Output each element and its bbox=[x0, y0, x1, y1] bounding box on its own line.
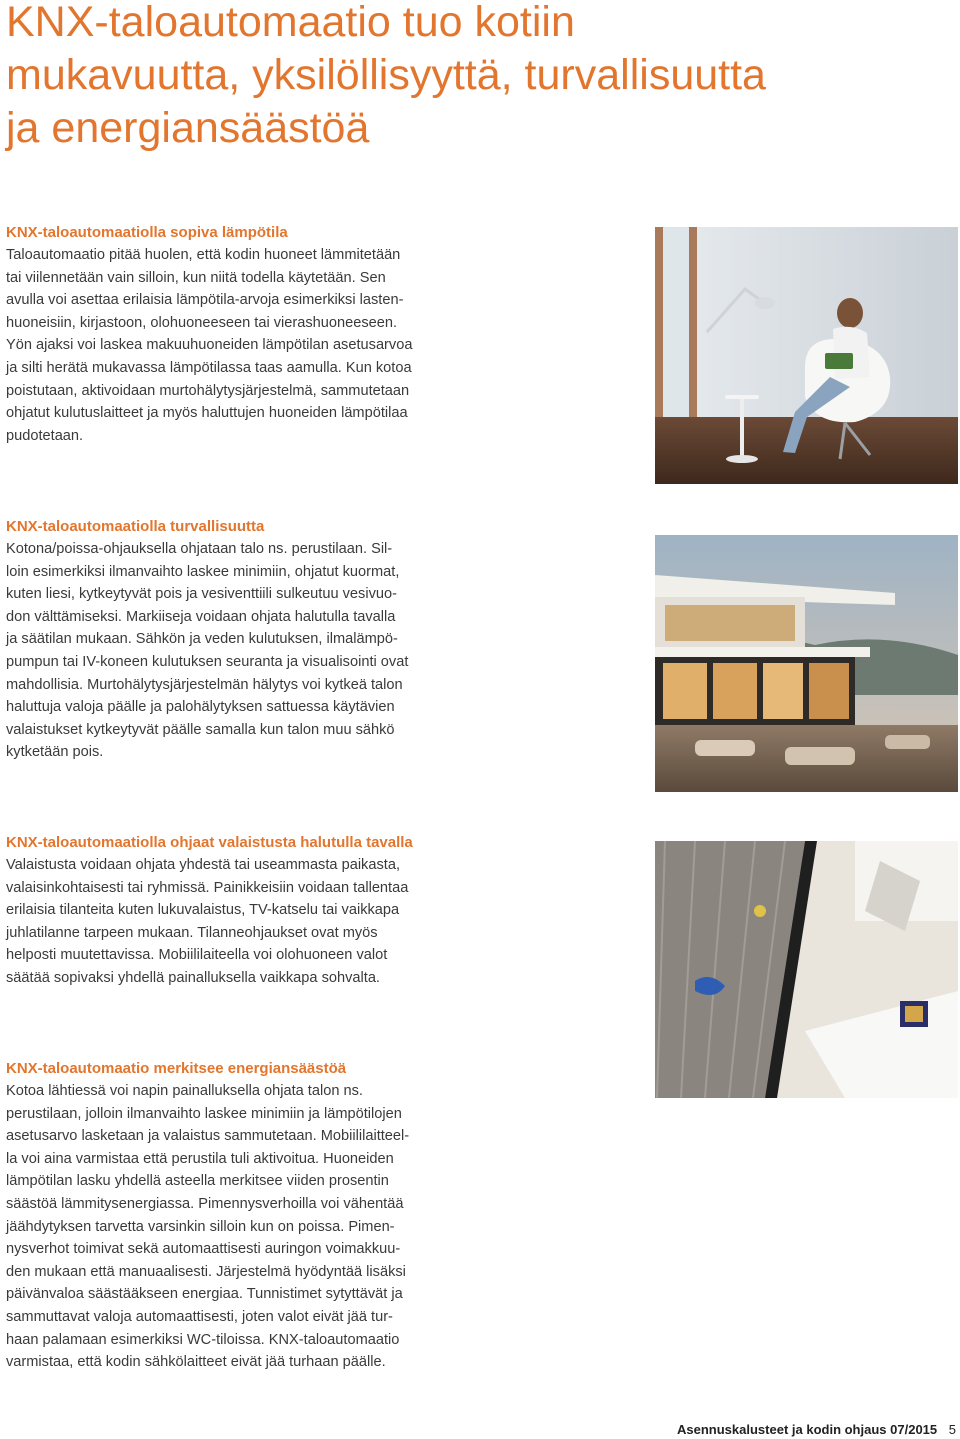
footer-brand: Asennuskalusteet ja kodin ohjaus bbox=[677, 1422, 887, 1437]
title-line: mukavuutta, yksilöllisyyttä, turvallisuutta bbox=[6, 51, 766, 99]
body-line: ohjatut kulutuslaitteet ja myös haluttujen huoneiden lämpötilaa bbox=[6, 405, 408, 422]
body-line: loin esimerkiksi ilmanvaihto laskee minimiin, ohjatut kuormat, bbox=[6, 563, 400, 580]
body-line: varmistaa, että kodin sähkölaitteet eivät jää turhaan päälle. bbox=[6, 1354, 386, 1371]
body-line: mahdollisia. Murtohälytysjärjestelmän hälytys voi kytkeä talon bbox=[6, 676, 403, 693]
section-heading: KNX-taloautomaatiolla ohjaat valaistusta halutulla tavalla bbox=[6, 834, 413, 851]
body-line: haluttuja valoja päälle ja palohälytyksen sattuessa käytävien bbox=[6, 699, 395, 716]
body-line: nysverhot toimivat sekä automaattisesti auringon voimakkuu- bbox=[6, 1241, 401, 1258]
body-line: haan palamaan esimerkiksi WC-tiloissa. KNX-taloautomaatio bbox=[6, 1331, 400, 1348]
page-footer bbox=[677, 1422, 956, 1437]
body-line: sammuttavat valoja automaattisesti, joten valot eivät jää tur- bbox=[6, 1308, 393, 1325]
body-line: pudotetaan. bbox=[6, 427, 84, 444]
body-line: helposti muutettavissa. Mobiililaiteella voi olohuoneen valot bbox=[6, 947, 388, 964]
section-heading: KNX-taloautomaatio merkitsee energiansäästöä bbox=[6, 1060, 347, 1077]
section-body bbox=[6, 244, 476, 447]
body-line: Kotoa lähtiessä voi napin painalluksella ohjata talon ns. bbox=[6, 1083, 363, 1099]
body-line: jäähdytyksen tarvetta varsinkin silloin kun on poissa. Pimen- bbox=[6, 1218, 395, 1235]
body-line: poistutaan, aktivoidaan murtohälytysjärjestelmä, sammutetaan bbox=[6, 382, 410, 399]
section-body bbox=[6, 854, 476, 990]
body-line: erilaisia tilanteita kuten lukuvalaistus, TV-katselu tai vaikkapa bbox=[6, 902, 400, 919]
body-line: valaistukset kytkeytyvät päälle samalla kun talon muu sähkö bbox=[6, 721, 395, 738]
body-line: huoneisiin, kirjastoon, olohuoneeseen tai vierashuoneeseen. bbox=[6, 314, 398, 331]
section-heading: KNX-taloautomaatiolla turvallisuutta bbox=[6, 518, 265, 535]
body-line: juhlatilanne tarpeen mukaan. Tilanneohjaukset ovat myös bbox=[6, 924, 378, 941]
body-line: kytketään pois. bbox=[6, 744, 104, 761]
section-energy bbox=[6, 1058, 476, 1374]
body-line: den mukaan että manuaalisesti. Järjestelmä hyödyntää lisäksi bbox=[6, 1263, 406, 1280]
body-line: kuten liesi, kytkeytyvät pois ja vesiventtiili sulkeutuu vesivuo- bbox=[6, 586, 397, 603]
section-heading: KNX-taloautomaatiolla sopiva lämpötila bbox=[6, 224, 288, 241]
footer-issue: 07/2015 bbox=[890, 1422, 938, 1437]
body-line: säästöä lämmitysenergiassa. Pimennysverhoilla voi vähentää bbox=[6, 1195, 404, 1212]
photo-modern-villa bbox=[655, 535, 958, 792]
page-number: 5 bbox=[948, 1422, 956, 1437]
section-body bbox=[6, 538, 476, 764]
body-line: säätää sopivaksi yhdellä painalluksella vaikkapa sohvalta. bbox=[6, 969, 380, 986]
body-line: Yön ajaksi voi laskea makuuhuoneiden lämpötilan asetusarvoa bbox=[6, 337, 413, 354]
body-line: Kotona/poissa-ohjauksella ohjataan talo ns. perustilaan. Sil- bbox=[6, 541, 393, 557]
section-lighting bbox=[6, 832, 476, 990]
section-security bbox=[6, 516, 476, 764]
body-line: pumpun tai IV-koneen kulutuksen seuranta ja visualisointi ovat bbox=[6, 653, 409, 670]
body-line: avulla voi asettaa erilaisia lämpötila-arvoja esimerkiksi lasten- bbox=[6, 292, 404, 309]
body-line: perustilaan, jolloin ilmanvaihto laskee minimiin ja lämpötilojen bbox=[6, 1105, 402, 1122]
body-line: la voi aina varmistaa että perustila tuli aktivoitua. Huoneiden bbox=[6, 1150, 394, 1167]
body-line: asetusarvo lasketaan ja valaistus sammutetaan. Mobiililaitteel- bbox=[6, 1128, 410, 1145]
body-line: tai viilennetään vain silloin, kun niitä todella käytetään. Sen bbox=[6, 269, 386, 286]
body-line: päivänvaloa säästääkseen energiaa. Tunnistimet sytyttävät ja bbox=[6, 1286, 403, 1303]
body-line: Valaistusta voidaan ohjata yhdestä tai useammasta paikasta, bbox=[6, 857, 400, 873]
title-line: ja energiansäästöä bbox=[6, 104, 370, 152]
page-title bbox=[6, 0, 946, 155]
photo-interior-aerial bbox=[655, 841, 958, 1098]
body-line: ja säätilan mukaan. Sähkön ja veden kulutuksen, ilmalämpö- bbox=[6, 631, 398, 648]
body-line: ja silti herätä mukavassa lämpötilassa taas aamulla. Kun kotoa bbox=[6, 359, 412, 376]
body-line: lämpötilan lasku yhdellä asteella merkitsee viiden prosentin bbox=[6, 1173, 389, 1190]
section-temperature bbox=[6, 222, 476, 447]
title-line: KNX-taloautomaatio tuo kotiin bbox=[6, 0, 575, 46]
body-line: don välttämiseksi. Markiiseja voidaan ohjata halutulla tavalla bbox=[6, 608, 396, 625]
photo-woman-in-chair bbox=[655, 227, 958, 484]
body-line: Taloautomaatio pitää huolen, että kodin huoneet lämmitetään bbox=[6, 247, 401, 263]
section-body bbox=[6, 1080, 476, 1374]
body-line: valaisinkohtaisesti tai ryhmissä. Painikkeisiin voidaan tallentaa bbox=[6, 879, 409, 896]
